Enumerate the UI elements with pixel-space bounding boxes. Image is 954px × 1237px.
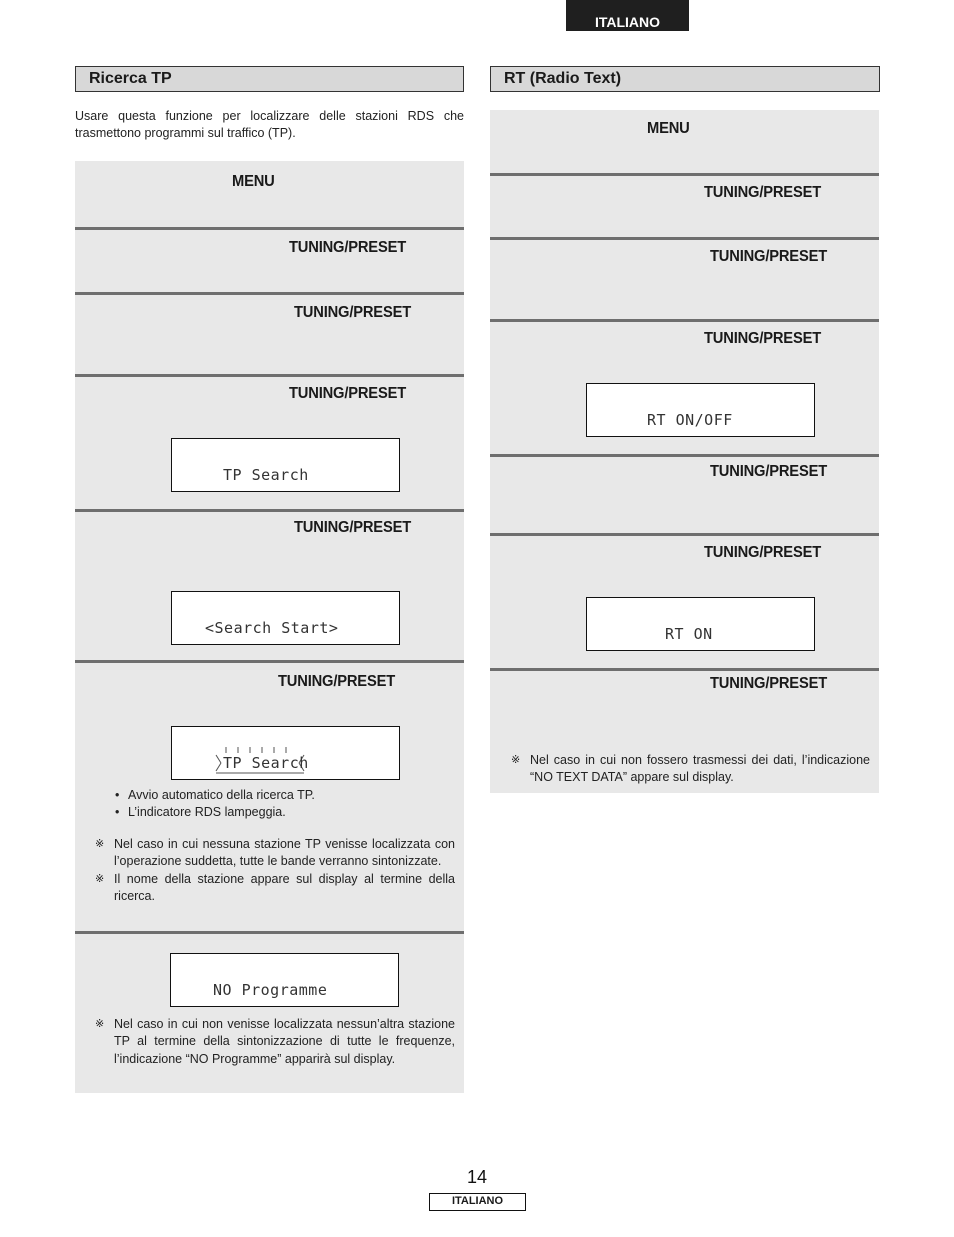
- left-step-2: [75, 230, 464, 292]
- display-panel: [586, 597, 815, 651]
- right-step-2: [490, 176, 879, 237]
- section-title-ricerca-tp: Ricerca TP: [75, 66, 464, 92]
- bullet-text: L’indicatore RDS lampeggia.: [128, 805, 286, 819]
- left-step-1: [75, 161, 464, 227]
- note: [95, 836, 455, 871]
- left-step-6: [75, 663, 464, 931]
- display-text: <Search Start>: [205, 619, 339, 637]
- note-text: Il nome della stazione appare sul display al termine della ricerca.: [114, 871, 455, 903]
- tuning-preset-key-label: TUNING/PRESET: [704, 544, 822, 561]
- section-title-radio-text: RT (Radio Text): [490, 66, 880, 92]
- list-item: [115, 804, 455, 821]
- intro-text: Usare questa funzione per localizzare delle stazioni RDS che trasmettono programmi sul traffico (TP).: [75, 109, 464, 140]
- left-step-4: [75, 377, 464, 509]
- tuning-preset-key-label: TUNING/PRESET: [289, 239, 407, 256]
- right-step-5: [490, 457, 879, 533]
- display-panel: [171, 726, 400, 780]
- tuning-preset-key-label: TUNING/PRESET: [294, 304, 412, 321]
- left-step-5: [75, 512, 464, 660]
- note-text: Nel caso in cui non venisse localizzata nessun’altra stazione TP al termine della sintonizzazione di tutte le frequenze, l’indicazione “NO Programme” apparirà sul display.: [114, 1017, 455, 1066]
- note-icon: ※: [511, 754, 521, 766]
- menu-key-label: MENU: [232, 173, 275, 190]
- display-panel: [586, 383, 815, 437]
- display-text: RT ON/OFF: [647, 411, 733, 429]
- language-tab: ITALIANO: [566, 0, 689, 31]
- tuning-preset-key-label: TUNING/PRESET: [704, 330, 822, 347]
- right-step-3: [490, 240, 879, 319]
- tuning-preset-key-label: TUNING/PRESET: [278, 673, 396, 690]
- bullet-icon: •: [115, 788, 120, 802]
- right-step-6: [490, 536, 879, 668]
- display-text: TP Search: [223, 754, 309, 772]
- display-panel: [171, 438, 400, 492]
- tuning-preset-key-label: TUNING/PRESET: [710, 248, 828, 265]
- menu-key-label: MENU: [647, 120, 690, 137]
- note: [95, 1016, 455, 1068]
- right-step-1: [490, 110, 879, 173]
- right-step-4: [490, 322, 879, 454]
- note-text: Nel caso in cui non fossero trasmessi dei dati, l’indicazione “NO TEXT DATA” appare sul display.: [530, 753, 870, 785]
- tuning-preset-key-label: TUNING/PRESET: [704, 184, 822, 201]
- display-text: RT ON: [665, 625, 713, 643]
- left-step-3: [75, 295, 464, 374]
- bullet-text: Avvio automatico della ricerca TP.: [128, 788, 315, 802]
- note-icon: ※: [95, 1018, 105, 1030]
- tuning-preset-key-label: TUNING/PRESET: [710, 463, 828, 480]
- bullet-icon: •: [115, 805, 120, 819]
- note: [95, 871, 455, 906]
- right-step-7: [490, 671, 879, 793]
- tuning-preset-key-label: TUNING/PRESET: [289, 385, 407, 402]
- display-panel: [171, 591, 400, 645]
- tuning-preset-key-label: TUNING/PRESET: [710, 675, 828, 692]
- left-step-7: [75, 934, 464, 1093]
- display-text: NO Programme: [213, 981, 328, 999]
- note-text: Nel caso in cui nessuna stazione TP venisse localizzata con l’operazione suddetta, tutte le bande verranno sintonizzate.: [114, 837, 455, 869]
- tuning-preset-key-label: TUNING/PRESET: [294, 519, 412, 536]
- note: [511, 752, 870, 787]
- list-item: [115, 787, 455, 804]
- page-number: 14: [466, 1167, 488, 1187]
- display-panel: [170, 953, 399, 1007]
- display-text: TP Search: [223, 466, 309, 484]
- note-icon: ※: [95, 838, 105, 850]
- footer-language-box: ITALIANO: [429, 1193, 526, 1211]
- note-icon: ※: [95, 872, 105, 885]
